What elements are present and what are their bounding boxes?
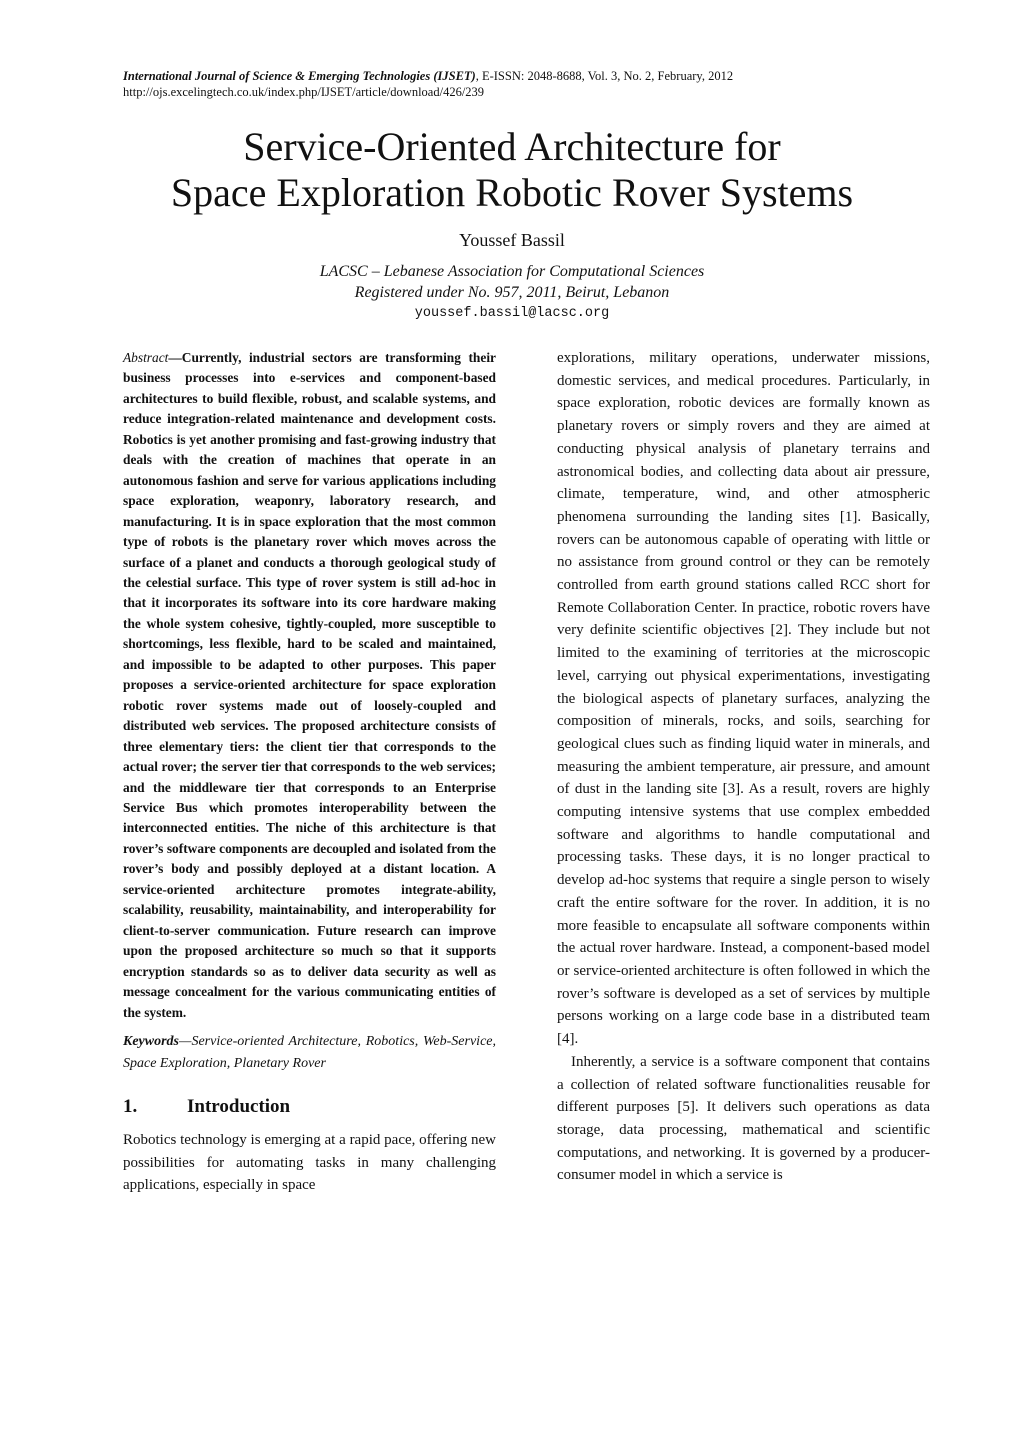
section-heading-introduction <box>123 1095 496 1119</box>
abstract-dash: — <box>168 350 182 365</box>
paper-title <box>100 124 924 216</box>
abstract-label: Abstract <box>123 350 169 365</box>
section-number: 1. <box>123 1095 138 1117</box>
section-title: Introduction <box>187 1095 291 1117</box>
abstract <box>123 348 496 1023</box>
introduction-paragraph-2: Inherently, a service is a software component that contains a collection of related software functionalities reusable for different purposes [5]. It delivers such operations as data storage, data processing, mathematical and scientific computations, and networking. It is governed by a producer-consumer model in which a service is <box>557 1053 930 1184</box>
abstract-text: Currently, industrial sectors are transforming their business processes into e-services and component-based architectures to build flexible, robust, and scalable systems, and reduce integration-related maintenance and development costs. Robotics is yet another promising and fast-growing industry that deals with the creation of machines that operate in an autonomous fashion and serve for various applications including space exploration, weaponry, laboratory research, and manufacturing. It is in space exploration that the most common type of robots is the planetary rover which moves across the surface of a planet and conducts a thorough geological study of the celestial surface. This type of rover system is still ad-hoc in that it incorporates its software into its core hardware making the whole system cohesive, tightly-coupled, more susceptible to shortcomings, less flexible, hard to be scaled and maintained, and impossible to be adapted to other purposes. This paper proposes a service-oriented architecture for space exploration robotic rover systems made out of loosely-coupled and distributed web services. The proposed architecture consists of three elementary tiers: the client tier that corresponds to the actual rover; the server tier that corresponds to the web services; and the middleware tier that corresponds to an Enterprise Service Bus which promotes interoperability between the interconnected entities. The niche of this architecture is that rover’s software components are decoupled and isolated from the rover’s body and possibly deployed at a distant location. A service-oriented architecture promotes integrate-ability, scalability, reusability, maintainability, and interoperability for client-to-server communication. Future research can improve upon the proposed architecture so much so that it supports encryption standards so as to deliver data security as well as message concealment for the various communicating entities of the system. <box>123 350 496 1020</box>
left-column <box>123 348 496 1197</box>
introduction-paragraph-1: Robotics technology is emerging at a rapid pace, offering new possibilities for automating tasks in many challenging applications, especially in space <box>123 1131 496 1194</box>
author-name: Youssef Bassil <box>459 230 565 250</box>
paper-title-line-2: Space Exploration Robotic Rover Systems <box>170 170 854 215</box>
keywords-text: Service-oriented Architecture, Robotics, Web-Service, Space Exploration, Planetary Rover <box>123 1033 496 1071</box>
keywords <box>123 1031 496 1075</box>
journal-issue: , E-ISSN: 2048-8688, Vol. 3, No. 2, February, 2012 <box>475 69 734 83</box>
keywords-dash: — <box>179 1033 192 1049</box>
journal-citation-line <box>123 68 913 84</box>
author-email[interactable]: youssef.bassil@lacsc.org <box>414 306 610 321</box>
journal-name: International Journal of Science & Emerging Technologies (IJSET) <box>123 69 476 83</box>
affiliation-line-2: Registered under No. 957, 2011, Beirut, Lebanon <box>354 284 670 301</box>
right-column <box>557 347 930 1187</box>
journal-header <box>123 68 913 100</box>
article-url[interactable]: http://ojs.excelingtech.co.uk/index.php/IJSET/article/download/426/239 <box>123 85 485 99</box>
introduction-paragraph-continued: explorations, military operations, underwater missions, domestic services, and medical procedures. Particularly, in space exploration, robotic devices are formally known as planetary rovers or simply rovers and they are aimed at conducting physical analysis of planetary terrains and astronomical bodies, and collecting data about air pressure, climate, temperature, wind, and other atmospheric phenomena surrounding the landing sites [1]. Basically, rovers can be autonomous capable of operating with little or no assistance from ground control or they can be remotely controlled from earth ground stations called RCC short for Remote Collaboration Center. In practice, robotic rovers have very definite scientific objectives [2]. They include but not limited to the examining of territories at the microscopic level, carrying out physical experimentations, investigating the biological aspects of planetary surfaces, analyzing the composition of minerals, rocks, and soils, searching for geological clues such as finding liquid water in minerals, and measuring the ambient temperature, air pressure, and amount of dust in the landing site [3]. As a result, rovers are highly computing intensive systems that use complex embedded software and algorithms to handle computational and processing tasks. These days, it is no longer practical to develop ad-hoc systems that require a single person to wisely craft the entire software for the rover. In addition, it is no more feasible to encapsulate all software components within the actual rover hardware. Instead, a component-based model or service-oriented architecture is often followed in which the rover’s software is developed as a set of services by multiple persons working on a large code base in a distributed team [4]. <box>557 350 930 1048</box>
keywords-label: Keywords <box>123 1033 179 1049</box>
author-affiliation <box>100 261 924 303</box>
paper-title-line-1: Service-Oriented Architecture for <box>243 124 781 169</box>
affiliation-line-1: LACSC – Lebanese Association for Computational Sciences <box>319 263 705 280</box>
